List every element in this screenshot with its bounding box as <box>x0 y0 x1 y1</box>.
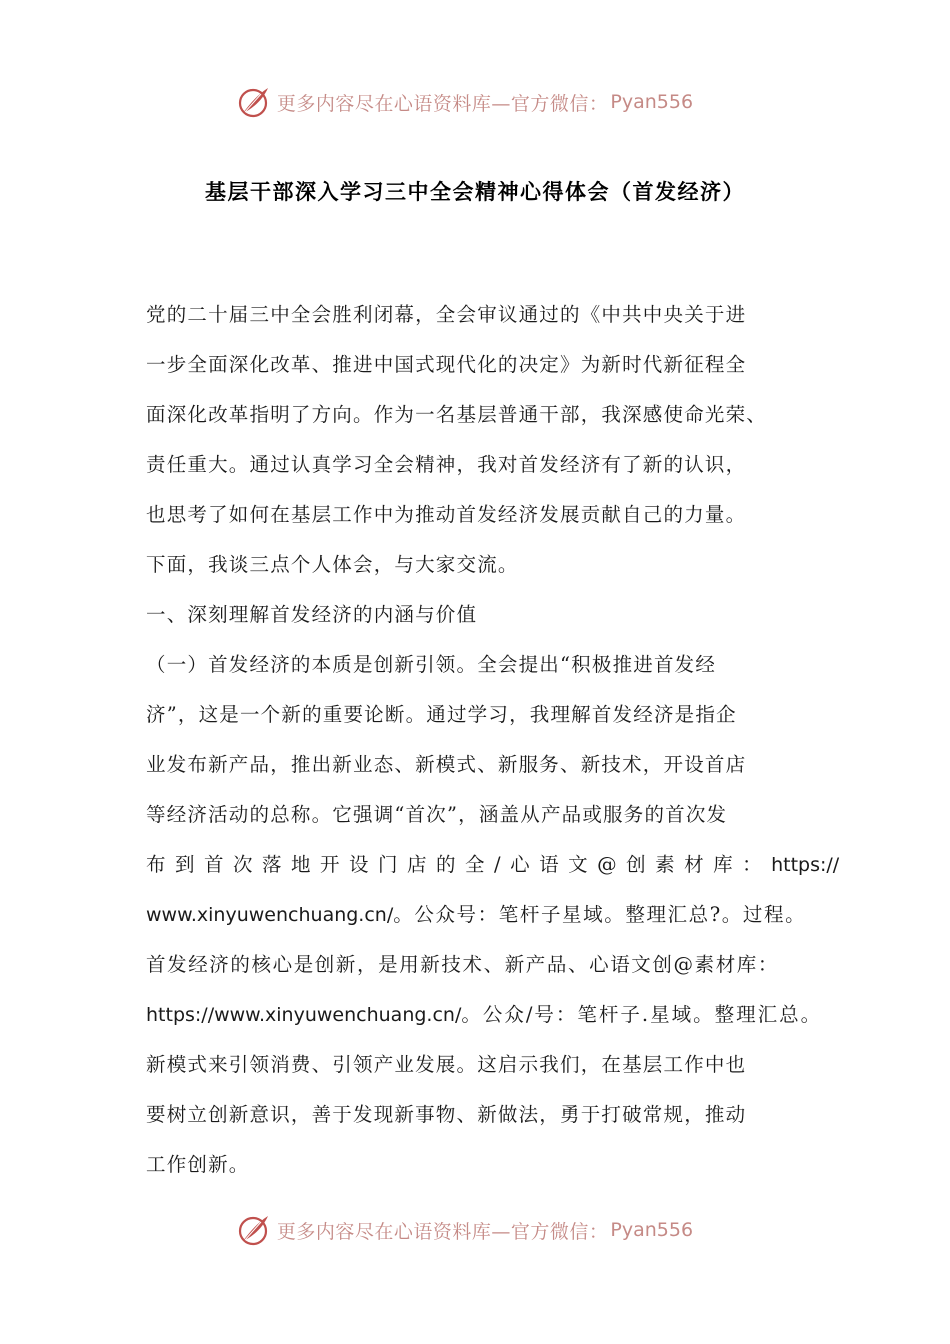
document-title: 基层干部深入学习三中全会精神心得体会（首发经济） <box>205 180 745 204</box>
body-line <box>146 840 840 890</box>
body-line: 要树立创新意识，善于发现新事物、新做法，勇于打破常规，推动 <box>146 1103 747 1126</box>
watermark-wechat-id: Pyan556 <box>610 1219 694 1241</box>
watermark-text: 更多内容尽在心语资料库—官方微信： <box>276 92 609 115</box>
document-body <box>146 290 840 1190</box>
body-line <box>146 890 824 940</box>
body-line: 业发布新产品，推出新业态、新模式、新服务、新技术，开设首店 <box>146 753 747 776</box>
body-line: 首发经济的核心是创新，是用新技术、新产品、心语文创@素材库： <box>146 953 780 976</box>
url-text: https://www.xinyuwenchuang.cn/ <box>146 1004 462 1026</box>
feather-pen-icon <box>237 85 271 119</box>
watermark-wechat-id: Pyan556 <box>610 91 694 113</box>
body-text: 。公众/号：笔杆子.星域。整理汇总。 <box>461 1003 823 1026</box>
body-line: 责任重大。通过认真学习全会精神，我对首发经济有了新的认识， <box>146 453 747 476</box>
body-line: 党的二十届三中全会胜利闭幕，全会审议通过的《中共中央关于进 <box>146 303 747 326</box>
url-text: https:// <box>771 854 840 876</box>
header-watermark <box>0 82 950 122</box>
body-line: 济”，这是一个新的重要论断。通过学习，我理解首发经济是指企 <box>146 703 737 726</box>
body-line: 也思考了如何在基层工作中为推动首发经济发展贡献自己的力量。 <box>146 503 747 526</box>
footer-watermark <box>0 1210 950 1250</box>
body-line: 等经济活动的总称。它强调“首次”，涵盖从产品或服务的首次发 <box>146 803 728 826</box>
section-heading: 一、深刻理解首发经济的内涵与价值 <box>146 603 478 626</box>
body-line <box>146 990 824 1040</box>
url-text: www.xinyuwenchuang.cn/ <box>146 904 394 926</box>
body-text: 布到首次落地开设门店的全/心语文@创素材库： <box>146 853 772 876</box>
body-line: （一）首发经济的本质是创新引领。全会提出“积极推进首发经 <box>146 653 717 676</box>
body-line: 一步全面深化改革、推进中国式现代化的决定》为新时代新征程全 <box>146 353 747 376</box>
watermark-text: 更多内容尽在心语资料库—官方微信： <box>276 1220 609 1243</box>
body-line: 面深化改革指明了方向。作为一名基层普通干部，我深感使命光荣、 <box>146 403 768 426</box>
body-line: 新模式来引领消费、引领产业发展。这启示我们，在基层工作中也 <box>146 1053 747 1076</box>
feather-pen-icon <box>237 1213 271 1247</box>
body-text: 。公众号：笔杆子星域。整理汇总?。过程。 <box>393 903 807 926</box>
body-line: 工作创新。 <box>146 1153 250 1176</box>
body-line: 下面，我谈三点个人体会，与大家交流。 <box>146 553 519 576</box>
